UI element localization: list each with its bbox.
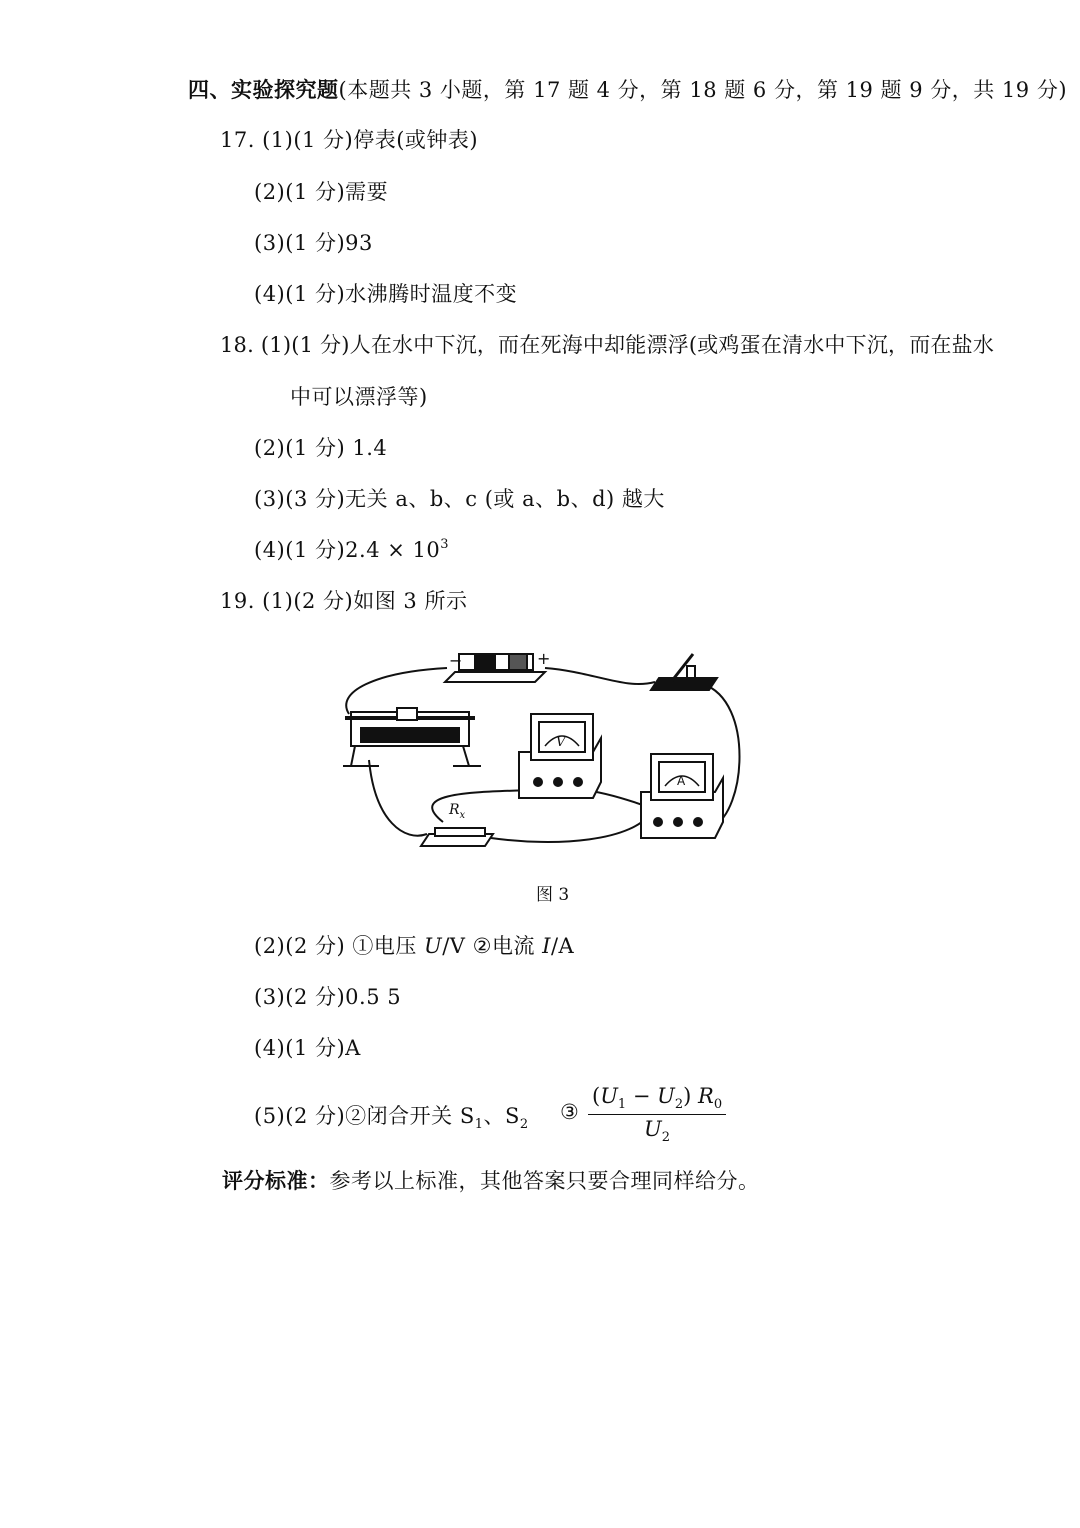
wire-resistor-voltmeter bbox=[432, 790, 533, 822]
ammeter-label: A bbox=[677, 774, 686, 788]
q19-part5 bbox=[254, 1100, 529, 1132]
voltage-symbol: U bbox=[424, 934, 443, 958]
voltmeter bbox=[519, 714, 601, 798]
figure-caption: 图 3 bbox=[536, 885, 570, 905]
s1-subscript: 1 bbox=[474, 1117, 484, 1132]
q17-part3: (3)(1 分)93 bbox=[254, 231, 373, 255]
s2-subscript: 2 bbox=[519, 1117, 529, 1132]
battery-holder bbox=[445, 649, 550, 682]
current-symbol: I bbox=[542, 934, 551, 958]
circuit-diagram bbox=[335, 642, 755, 862]
formula-numerator: $(U_1 - U_2)$ $R_0$ bbox=[588, 1084, 726, 1115]
q17-part1: 17. (1)(1 分)停表(或钟表) bbox=[220, 128, 479, 152]
q19-part2-mid: /V ②电流 bbox=[442, 934, 543, 958]
q17-part4: (4)(1 分)水沸腾时温度不变 bbox=[254, 282, 518, 306]
q18-part4-exponent: 3 bbox=[440, 537, 450, 552]
q17-part2: (2)(1 分)需要 bbox=[254, 180, 389, 204]
q19-part2-end: /A bbox=[550, 934, 575, 958]
voltmeter-label: V bbox=[556, 735, 566, 750]
section-note: (本题共 3 小题，第 17 题 4 分，第 18 题 6 分，第 19 题 9 分，共 19 分) bbox=[338, 78, 1068, 102]
q19-part5-prefix: (5)(2 分)②闭合开关 S bbox=[254, 1104, 475, 1128]
resistance-formula bbox=[588, 1084, 726, 1145]
q19-part4: (4)(1 分)A bbox=[254, 1036, 361, 1060]
q18-part3: (3)(3 分)无关 a、b、c (或 a、b、d) 越大 bbox=[254, 487, 665, 511]
q19-part2-prefix: (2)(2 分) ①电压 bbox=[254, 934, 425, 958]
ammeter bbox=[641, 754, 723, 838]
resistor-rx-label: $R_x$ bbox=[449, 802, 466, 821]
scoring-text: 参考以上标准，其他答案只要合理同样给分。 bbox=[329, 1169, 760, 1193]
q18-part1-line1: 18. (1)(1 分)人在水中下沉，而在死海中却能漂浮(或鸡蛋在清水中下沉，而在盐水 bbox=[220, 333, 995, 357]
switch bbox=[651, 654, 717, 690]
section-header bbox=[188, 74, 1067, 104]
sliding-rheostat bbox=[343, 708, 481, 766]
q18-part1-line2: 中可以漂浮等) bbox=[290, 385, 428, 409]
wire-rheostat-resistor bbox=[369, 760, 427, 836]
q19-part5-sep: 、S bbox=[483, 1104, 520, 1128]
battery-plus-label: + bbox=[537, 649, 551, 668]
q19-part2 bbox=[254, 930, 574, 960]
scoring-label: 评分标准： bbox=[222, 1168, 330, 1193]
battery-minus-label: − bbox=[449, 651, 463, 670]
wire-battery-switch bbox=[545, 668, 655, 684]
wire-resistor-ammeter bbox=[491, 810, 653, 842]
q19-part3: (3)(2 分)0.5 5 bbox=[254, 985, 402, 1009]
q19-part1: 19. (1)(2 分)如图 3 所示 bbox=[220, 589, 468, 613]
q18-part2: (2)(1 分) 1.4 bbox=[254, 436, 388, 460]
formula-denominator: $U_2$ bbox=[644, 1117, 671, 1145]
section-title: 四、实验探究题 bbox=[188, 77, 339, 102]
q19-part5-circle: ③ bbox=[560, 1100, 580, 1124]
q18-part4 bbox=[254, 534, 449, 564]
q18-part4-text: (4)(1 分)2.4 × 10 bbox=[254, 538, 441, 562]
scoring-note bbox=[222, 1165, 760, 1195]
